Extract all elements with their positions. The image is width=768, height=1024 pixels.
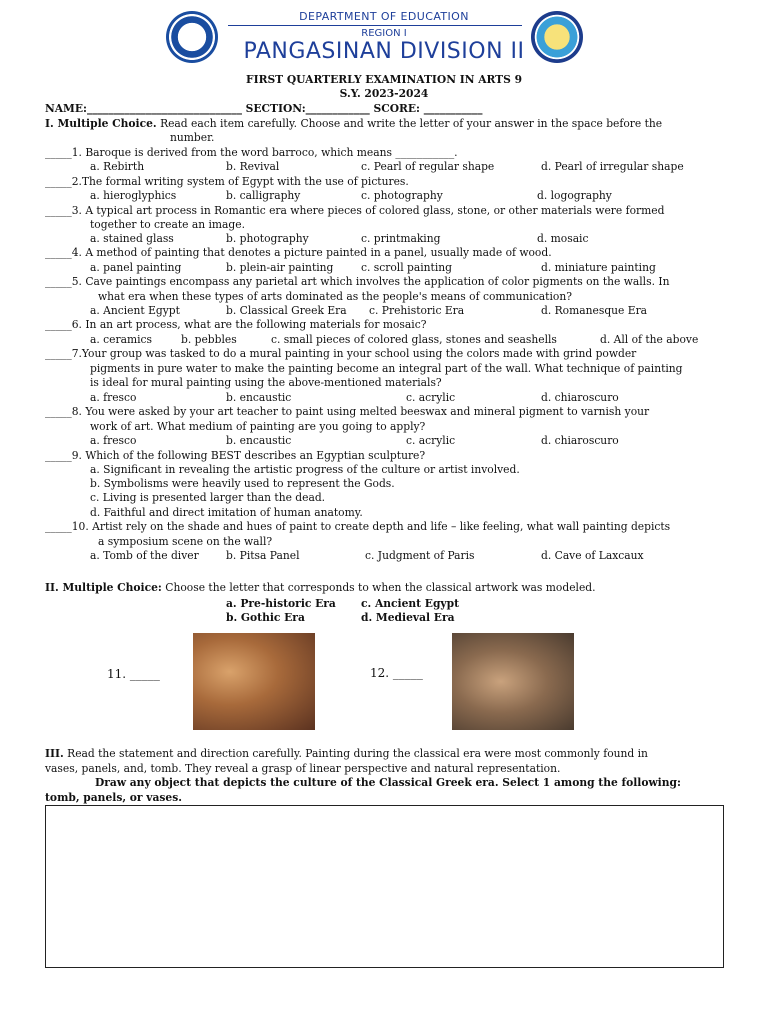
q5-option-a: a. Ancient Egypt: [90, 304, 180, 317]
part1-instructions: [45, 117, 662, 131]
q9-option-a: a. Significant in revealing the artistic progress of the culture or artist involved.: [90, 463, 520, 476]
part3-direction-line2: tomb, panels, or vases.: [45, 791, 182, 804]
q1-option-d: d. Pearl of irregular shape: [541, 160, 684, 173]
mosaic-artwork-image: [452, 633, 574, 730]
q6-option-a: a. ceramics: [90, 333, 152, 346]
part3-line2: vases, panels, and, tomb. They reveal a grasp of linear perspective and natural representation.: [45, 762, 561, 775]
part2-option-a: a. Pre-historic Era: [226, 597, 336, 610]
q6-option-c: c. small pieces of colored glass, stones and seashells: [271, 333, 557, 346]
question-4: _____4. A method of painting that denotes a picture painted in a panel, usually made of wood.: [45, 246, 552, 259]
part3-heading: III.: [45, 747, 64, 760]
q6-option-b: b. pebbles: [181, 333, 237, 346]
q3-option-b: b. photography: [226, 232, 309, 245]
part3-line1: [45, 747, 648, 761]
q1-option-b: b. Revival: [226, 160, 280, 173]
q2-option-b: b. calligraphy: [226, 189, 301, 202]
q9-option-c: c. Living is presented larger than the dead.: [90, 491, 326, 504]
q4-option-d: d. miniature painting: [541, 261, 656, 274]
part2-option-c: c. Ancient Egypt: [361, 597, 460, 610]
part1-instr-line1: Read each item carefully. Choose and write the letter of your answer in the space before the: [160, 117, 663, 130]
q7-option-d: d. chiaroscuro: [541, 391, 619, 404]
part3-statement: Read the statement and direction carefully. Painting during the classical era were most commonly found in: [67, 747, 648, 760]
part2-option-d: d. Medieval Era: [361, 611, 455, 624]
question-6: _____6. In an art process, what are the following materials for mosaic?: [45, 318, 427, 331]
q8-option-c: c. acrylic: [406, 434, 456, 447]
question-5-line2: what era when these types of arts dominated as the people's means of communication?: [98, 290, 572, 303]
q7-option-a: a. fresco: [90, 391, 137, 404]
q2-option-a: a. hieroglyphics: [90, 189, 177, 202]
q4-option-b: b. plein-air painting: [226, 261, 334, 274]
drawing-answer-box[interactable]: [45, 805, 724, 968]
q10-option-c: c. Judgment of Paris: [365, 549, 475, 562]
cave-painting-image: [193, 633, 315, 730]
q8-option-b: b. encaustic: [226, 434, 292, 447]
q6-option-d: d. All of the above: [600, 333, 699, 346]
question-1: _____1. Baroque is derived from the word barroco, which means ___________.: [45, 146, 458, 159]
question-3-line2: together to create an image.: [90, 218, 245, 231]
part1-heading: I. Multiple Choice.: [45, 117, 157, 130]
q2-option-d: d. logography: [537, 189, 612, 202]
region-name: REGION I: [361, 28, 407, 39]
question-9: _____9. Which of the following BEST describes an Egyptian sculpture?: [45, 449, 426, 462]
question-10-line2: a symposium scene on the wall?: [98, 535, 273, 548]
question-8-line1: _____8. You were asked by your art teacher to paint using melted beeswax and mineral pigment to varnish your: [45, 405, 650, 418]
q10-option-d: d. Cave of Laxcaux: [541, 549, 644, 562]
question-7-line3: is ideal for mural painting using the above-mentioned materials?: [90, 376, 442, 389]
question-10-line1: _____10. Artist rely on the shade and hues of paint to create depth and life – like feeling, what wall painting depicts: [45, 520, 671, 533]
item-12-blank[interactable]: 12. _____: [370, 666, 423, 680]
q5-option-b: b. Classical Greek Era: [226, 304, 347, 317]
question-5-line1: _____5. Cave paintings encompass any parietal art which involves the application of color pigments on the walls. In: [45, 275, 670, 288]
q8-option-a: a. fresco: [90, 434, 137, 447]
q8-option-d: d. chiaroscuro: [541, 434, 619, 447]
school-year: S.Y. 2023-2024: [339, 87, 429, 100]
letterhead: [0, 8, 768, 70]
part2-instructions: [45, 581, 596, 595]
q7-option-c: c. acrylic: [406, 391, 456, 404]
q5-option-c: c. Prehistoric Era: [369, 304, 465, 317]
q5-option-d: d. Romanesque Era: [541, 304, 648, 317]
q2-option-c: c. photography: [361, 189, 443, 202]
division-name: PANGASINAN DIVISION II: [243, 39, 525, 64]
q10-option-a: a. Tomb of the diver: [90, 549, 199, 562]
q10-option-b: b. Pitsa Panel: [226, 549, 300, 562]
header-divider: [228, 25, 522, 26]
q1-option-c: c. Pearl of regular shape: [361, 160, 495, 173]
student-info-fields[interactable]: NAME:_____________________________ SECTION:____________ SCORE: ___________: [45, 102, 483, 115]
exam-title: FIRST QUARTERLY EXAMINATION IN ARTS 9: [245, 73, 523, 86]
department-name: DEPARTMENT OF EDUCATION: [299, 10, 469, 23]
q1-option-a: a. Rebirth: [90, 160, 145, 173]
part3-direction: Draw any object that depicts the culture of the Classical Greek era. Select 1 among the following:: [95, 776, 681, 789]
q9-option-d: d. Faithful and direct imitation of human anatomy.: [90, 506, 363, 519]
question-2: _____2.The formal writing system of Egypt with the use of pictures.: [45, 175, 409, 188]
q7-option-b: b. encaustic: [226, 391, 292, 404]
q4-option-c: c. scroll painting: [361, 261, 452, 274]
q4-option-a: a. panel painting: [90, 261, 182, 274]
part2-heading: II. Multiple Choice:: [45, 581, 162, 594]
q3-option-d: d. mosaic: [537, 232, 589, 245]
question-3-line1: _____3. A typical art process in Romantic era where pieces of colored glass, stone, or other materials were formed: [45, 204, 665, 217]
question-8-line2: work of art. What medium of painting are you going to apply?: [90, 420, 426, 433]
question-7-line1: _____7.Your group was tasked to do a mural painting in your school using the colors made with grind powder: [45, 347, 637, 360]
q9-option-b: b. Symbolisms were heavily used to represent the Gods.: [90, 477, 395, 490]
part2-instr-text: Choose the letter that corresponds to when the classical artwork was modeled.: [165, 581, 596, 594]
question-7-line2: pigments in pure water to make the painting become an integral part of the wall. What technique of painting: [90, 362, 683, 375]
q3-option-c: c. printmaking: [361, 232, 441, 245]
part1-instr-line2: number.: [170, 131, 215, 144]
part2-option-b: b. Gothic Era: [226, 611, 305, 624]
q3-option-a: a. stained glass: [90, 232, 174, 245]
item-11-blank[interactable]: 11. _____: [107, 667, 160, 681]
